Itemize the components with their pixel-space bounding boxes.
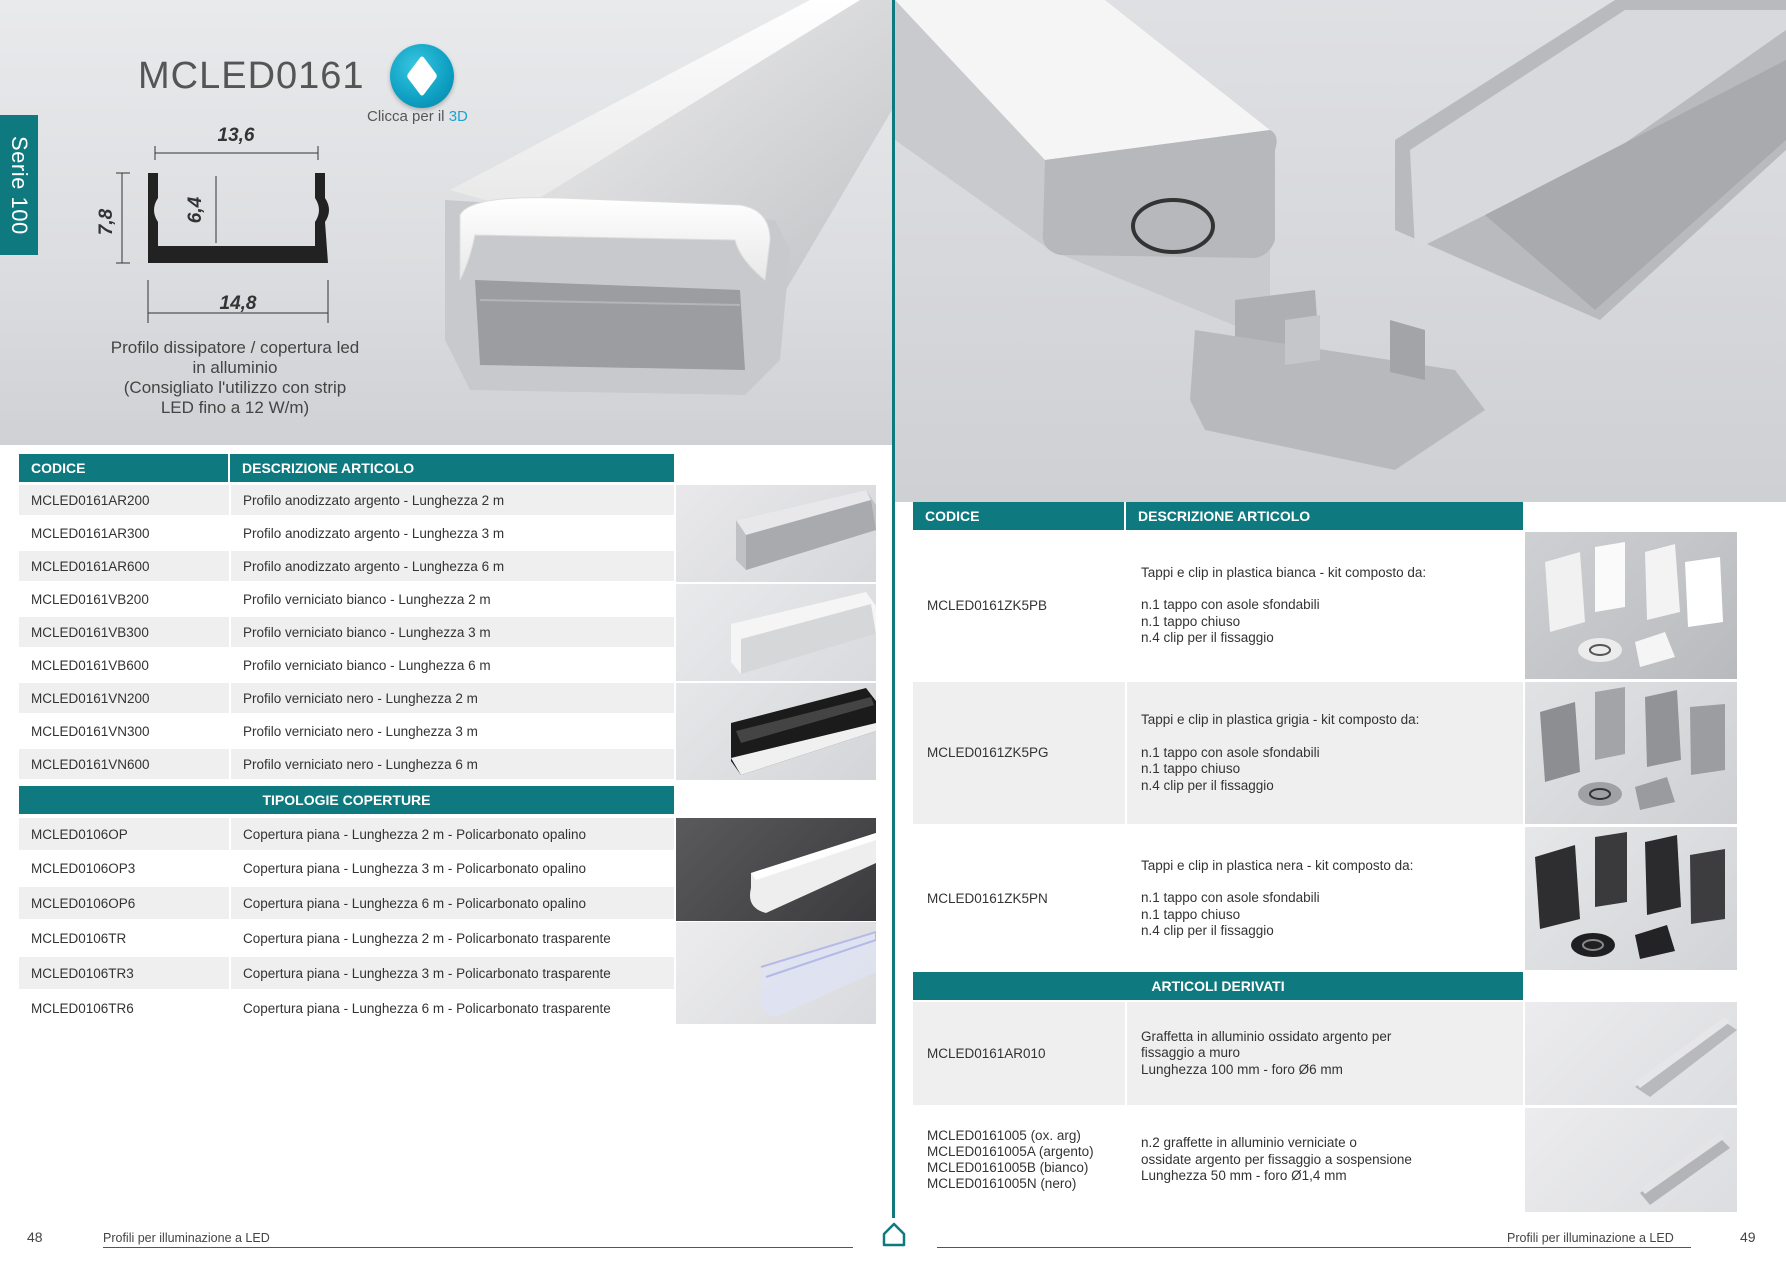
row-desc-line: fissaggio a muro xyxy=(1141,1045,1241,1061)
thumb-transparent-cover xyxy=(676,922,876,1024)
table-row xyxy=(913,1108,1523,1212)
dim-inner-height: 6,4 xyxy=(185,196,206,224)
row-desc: Copertura piana - Lunghezza 3 m - Policarbonato trasparente xyxy=(229,957,611,989)
table-row xyxy=(19,818,674,850)
row-desc: Profilo anodizzato argento - Lunghezza 2 m xyxy=(229,485,504,515)
table-row xyxy=(19,716,674,746)
table-row xyxy=(19,551,674,581)
row-desc: Profilo verniciato nero - Lunghezza 6 m xyxy=(229,749,478,779)
row-desc: Copertura piana - Lunghezza 2 m - Policarbonato opalino xyxy=(229,818,586,850)
row-desc: Profilo anodizzato argento - Lunghezza 6 m xyxy=(229,551,504,581)
row-desc: Profilo verniciato nero - Lunghezza 3 m xyxy=(229,716,478,746)
table-row xyxy=(913,682,1523,824)
caption-line: in alluminio xyxy=(192,358,278,377)
table-row xyxy=(19,749,674,779)
table-row xyxy=(19,485,674,515)
row-desc xyxy=(1125,532,1523,679)
caption-line: (Consigliato l'utilizzo con strip xyxy=(123,378,347,397)
table-row xyxy=(19,617,674,647)
row-code xyxy=(913,1108,1125,1212)
row-desc xyxy=(1125,1002,1523,1105)
3d-cube-icon[interactable] xyxy=(390,44,454,108)
row-desc: Profilo verniciato nero - Lunghezza 2 m xyxy=(229,683,478,713)
product-caption xyxy=(90,338,380,418)
row-code: MCLED0161AR300 xyxy=(31,525,150,541)
row-desc: Copertura piana - Lunghezza 6 m - Policarbonato opalino xyxy=(229,887,586,919)
table-row xyxy=(913,1002,1523,1105)
table-row xyxy=(19,992,674,1024)
row-desc-title: Tappi e clip in plastica nera - kit composto da: xyxy=(1141,857,1414,873)
row-desc xyxy=(1125,1108,1523,1212)
row-desc: Profilo verniciato bianco - Lunghezza 2 m xyxy=(229,584,491,614)
thumb-black-profile xyxy=(676,683,876,780)
col-header-code-right: CODICE xyxy=(913,502,1124,530)
row-code: MCLED0161VN300 xyxy=(31,723,150,739)
col-header-desc-right: DESCRIZIONE ARTICOLO xyxy=(1126,502,1523,530)
thumb-grey-kit xyxy=(1525,682,1737,824)
row-desc-title: Tappi e clip in plastica grigia - kit composto da: xyxy=(1141,712,1420,727)
model-title: MCLED0161 xyxy=(138,55,365,97)
col-header-desc: DESCRIZIONE ARTICOLO xyxy=(230,454,674,482)
page-number-right: 49 xyxy=(1740,1229,1756,1245)
derived-heading: ARTICOLI DERIVATI xyxy=(913,972,1523,1000)
dim-height: 7,8 xyxy=(96,208,117,236)
footer-rule-right xyxy=(937,1247,1691,1248)
col-header-code: CODICE xyxy=(19,454,228,482)
row-desc: Copertura piana - Lunghezza 3 m - Policarbonato opalino xyxy=(229,852,586,884)
row-desc-item: n.1 tappo con asole sfondabili xyxy=(1141,890,1320,905)
footer-title-left: Profili per illuminazione a LED xyxy=(103,1231,270,1245)
row-code: MCLED0106TR xyxy=(31,930,127,946)
caption-line: Profilo dissipatore / copertura led xyxy=(110,338,360,357)
row-code-line: MCLED0161005B (bianco) xyxy=(927,1160,1089,1175)
click-3d-suffix: 3D xyxy=(448,108,468,125)
row-code: MCLED0106TR6 xyxy=(31,1000,134,1016)
thumb-silver-profile xyxy=(676,485,876,582)
row-code: MCLED0161VB200 xyxy=(31,591,149,607)
table-row xyxy=(19,584,674,614)
row-desc: Profilo verniciato bianco - Lunghezza 3 m xyxy=(229,617,491,647)
table-row xyxy=(19,887,674,919)
row-code: MCLED0161AR600 xyxy=(31,558,150,574)
row-code: MCLED0161VN600 xyxy=(31,756,150,772)
row-code: MCLED0161AR010 xyxy=(927,1045,1046,1061)
row-desc-line: Lunghezza 100 mm - foro Ø6 mm xyxy=(1141,1061,1343,1077)
end-caps-illustration xyxy=(895,0,1786,502)
table-row xyxy=(913,532,1523,679)
table-row xyxy=(19,683,674,713)
thumb-black-kit xyxy=(1525,827,1737,970)
row-code: MCLED0106TR3 xyxy=(31,965,134,981)
row-desc: Profilo verniciato bianco - Lunghezza 6 m xyxy=(229,650,491,680)
row-desc: Copertura piana - Lunghezza 6 m - Policarbonato trasparente xyxy=(229,992,611,1024)
row-desc: Copertura piana - Lunghezza 2 m - Policarbonato trasparente xyxy=(229,922,611,954)
row-code: MCLED0106OP6 xyxy=(31,895,136,911)
row-desc-item: n.1 tappo chiuso xyxy=(1141,613,1241,629)
thumb-opal-cover xyxy=(676,818,876,921)
row-desc-line: Lunghezza 50 mm - foro Ø1,4 mm xyxy=(1141,1168,1347,1184)
home-icon[interactable] xyxy=(881,1221,907,1247)
row-desc-line: n.2 graffette in alluminio verniciate o xyxy=(1141,1135,1357,1151)
row-code: MCLED0161ZK5PG xyxy=(927,745,1049,760)
row-code-line: MCLED0161005A (argento) xyxy=(927,1144,1094,1159)
table-row xyxy=(19,922,674,954)
thumb-white-profile xyxy=(676,584,876,681)
row-desc-item: n.1 tappo chiuso xyxy=(1141,906,1241,922)
row-code: MCLED0161VN200 xyxy=(31,690,150,706)
row-code: MCLED0161VB600 xyxy=(31,657,149,673)
row-desc xyxy=(1125,827,1523,970)
row-desc xyxy=(1125,682,1523,824)
page-number-left: 48 xyxy=(27,1229,43,1245)
dim-top-width: 13,6 xyxy=(217,125,255,146)
footer-title-right: Profili per illuminazione a LED xyxy=(1507,1231,1674,1245)
dim-bottom-width: 14,8 xyxy=(219,293,257,314)
row-desc-line: ossidate argento per fissaggio a sospensione xyxy=(1141,1151,1412,1167)
row-desc-item: n.4 clip per il fissaggio xyxy=(1141,630,1274,645)
row-desc-item: n.1 tappo con asole sfondabili xyxy=(1141,597,1320,612)
thumb-suspension-clips xyxy=(1525,1108,1737,1212)
row-desc-line: Graffetta in alluminio ossidato argento per xyxy=(1141,1028,1392,1044)
click-3d-prefix: Clicca per il xyxy=(367,108,445,125)
table-row xyxy=(19,957,674,989)
table-row xyxy=(913,827,1523,970)
table-row xyxy=(19,518,674,548)
row-code: MCLED0161ZK5PN xyxy=(927,890,1048,906)
caption-line: LED fino a 12 W/m) xyxy=(160,398,310,417)
row-code: MCLED0106OP xyxy=(31,826,128,842)
row-code: MCLED0106OP3 xyxy=(31,860,136,876)
series-tab-label: Serie 100 xyxy=(7,135,32,235)
row-code: MCLED0161VB300 xyxy=(31,624,149,640)
series-tab xyxy=(0,115,38,255)
thumb-wall-clip xyxy=(1525,1002,1737,1105)
row-desc-item: n.1 tappo con asole sfondabili xyxy=(1141,744,1320,760)
row-code-line: MCLED0161005 (ox. arg) xyxy=(927,1128,1081,1143)
technical-drawing xyxy=(90,118,350,328)
row-desc: Profilo anodizzato argento - Lunghezza 3 m xyxy=(229,518,504,548)
thumb-white-kit xyxy=(1525,532,1737,679)
row-code: MCLED0161AR200 xyxy=(31,492,150,508)
table-row xyxy=(19,650,674,680)
row-desc-item: n.1 tappo chiuso xyxy=(1141,761,1241,776)
row-desc-item: n.4 clip per il fissaggio xyxy=(1141,923,1274,938)
click-3d-link[interactable] xyxy=(367,108,468,125)
table-row xyxy=(19,852,674,884)
covers-heading: TIPOLOGIE COPERTURE xyxy=(19,786,674,814)
footer-rule-left xyxy=(103,1247,853,1248)
row-code: MCLED0161ZK5PB xyxy=(927,597,1048,613)
row-code-line: MCLED0161005N (nero) xyxy=(927,1176,1077,1191)
row-desc-title: Tappi e clip in plastica bianca - kit composto da: xyxy=(1141,564,1427,580)
row-desc-item: n.4 clip per il fissaggio xyxy=(1141,777,1274,793)
right-hero-photo xyxy=(895,0,1786,502)
